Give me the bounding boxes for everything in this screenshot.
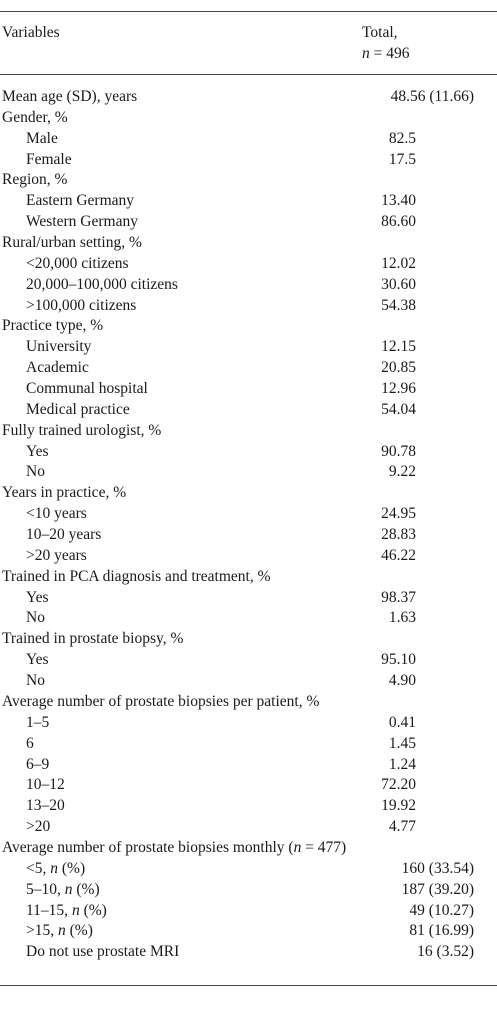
row-label (26, 462, 45, 483)
row-label (26, 921, 93, 942)
table-row (0, 838, 497, 859)
table-row (0, 316, 497, 337)
row-label-text: No (26, 672, 45, 690)
table-row (0, 379, 497, 400)
row-label-suffix: = 477) (301, 838, 347, 856)
row-label-text: >100,000 citizens (26, 296, 137, 314)
table-row (0, 129, 497, 150)
table-row (0, 233, 497, 254)
row-label (26, 254, 129, 275)
table-row (0, 170, 497, 191)
row-label (2, 108, 68, 129)
row-value: 48.56 (11.66) (390, 88, 474, 105)
table-row (0, 921, 497, 942)
table-row (0, 275, 497, 296)
row-value: 1.45 (388, 734, 416, 752)
row-label-text: No (26, 609, 45, 627)
row-label (2, 170, 67, 191)
row-label-text: Average number of prostate biopsies monthly ( (2, 838, 294, 856)
row-label (2, 421, 161, 442)
table-row (0, 525, 497, 546)
row-label (26, 504, 87, 525)
table-row (0, 942, 497, 963)
row-label-text: Medical practice (26, 400, 130, 418)
table-row (0, 212, 497, 233)
table-row (0, 734, 497, 755)
row-value: 49 (10.27) (409, 901, 474, 919)
row-label-text: >15, (26, 922, 58, 940)
row-label-text: Yes (26, 651, 49, 669)
row-label-italic: n (71, 901, 80, 919)
row-value: 187 (39.20) (401, 880, 474, 898)
row-label-text: 20,000–100,000 citizens (26, 275, 178, 293)
row-label (26, 901, 107, 922)
row-label-text: Communal hospital (26, 380, 148, 398)
row-label-suffix: (%) (72, 880, 100, 898)
row-value: 9.22 (388, 463, 416, 481)
row-label-text: No (26, 463, 45, 481)
table-row (0, 108, 497, 129)
row-value: 98.37 (381, 588, 416, 606)
row-value: 28.83 (381, 526, 416, 544)
row-label-text: Female (26, 150, 72, 168)
row-value: 86.60 (381, 213, 416, 231)
row-label-text: University (26, 338, 92, 356)
row-label (26, 775, 65, 796)
row-label-text: <5, (26, 859, 51, 877)
row-label-text: 6 (26, 734, 34, 752)
row-label-text: Male (26, 129, 58, 147)
row-label-text: >20 years (26, 546, 87, 564)
row-label-text: <20,000 citizens (26, 254, 129, 272)
row-label-text: Academic (26, 359, 89, 377)
row-label-text: Years in practice, % (2, 484, 127, 502)
row-label-text: Average number of prostate biopsies per patient, % (2, 692, 320, 710)
row-value: 54.04 (381, 400, 416, 418)
table-row (0, 87, 497, 108)
row-label (26, 546, 87, 567)
table-body (0, 87, 497, 963)
row-label-text: Yes (26, 442, 49, 460)
header-total-n (362, 43, 410, 64)
table-row (0, 692, 497, 713)
table-row (0, 755, 497, 776)
row-label (26, 212, 138, 233)
row-label-suffix: (%) (65, 922, 93, 940)
row-label-text: Gender, % (2, 108, 68, 126)
row-label (26, 650, 49, 671)
table-header-rule (0, 74, 497, 75)
table-row (0, 629, 497, 650)
row-label-text: Yes (26, 588, 49, 606)
header-total-label: Total, (362, 24, 398, 41)
table-row (0, 775, 497, 796)
row-label-suffix: (%) (79, 901, 107, 919)
row-label-text: 1–5 (26, 713, 50, 731)
row-label-italic: n (64, 880, 73, 898)
row-label (26, 525, 101, 546)
row-value: 1.24 (388, 755, 416, 773)
table-row (0, 296, 497, 317)
row-value: 12.02 (381, 254, 416, 272)
row-label (2, 567, 271, 588)
row-label-text: Trained in prostate biopsy, % (2, 630, 184, 648)
row-label-text: Fully trained urologist, % (2, 421, 162, 439)
row-label (26, 379, 148, 400)
table-top-rule (0, 11, 497, 12)
row-value: 12.15 (381, 338, 416, 356)
table-row (0, 650, 497, 671)
table-row (0, 796, 497, 817)
row-label-text: Mean age (SD), years (2, 88, 138, 105)
table-row (0, 567, 497, 588)
row-value: 54.38 (381, 296, 416, 314)
table-row (0, 504, 497, 525)
row-label (26, 880, 100, 901)
row-value: 19.92 (381, 797, 416, 815)
header-n-count: = 496 (369, 45, 410, 62)
row-label-text: Region, % (2, 171, 68, 189)
table-row (0, 880, 497, 901)
row-value: 20.85 (381, 359, 416, 377)
table-bottom-rule (0, 985, 497, 986)
row-label (26, 734, 34, 755)
table-row (0, 254, 497, 275)
row-label (26, 129, 58, 150)
row-label (26, 191, 134, 212)
table-row (0, 462, 497, 483)
row-label (26, 608, 45, 629)
row-label (26, 337, 91, 358)
table-row (0, 483, 497, 504)
row-label (26, 588, 49, 609)
table-row (0, 191, 497, 212)
row-label (2, 838, 346, 859)
row-label-suffix: (%) (58, 859, 86, 877)
row-value: 13.40 (381, 192, 416, 210)
header-variables: Variables (2, 24, 60, 41)
row-value: 90.78 (381, 442, 416, 460)
row-label-text: 10–20 years (26, 526, 102, 544)
row-label (2, 316, 103, 337)
row-value: 0.41 (388, 713, 416, 731)
row-label (26, 859, 85, 880)
table-row (0, 400, 497, 421)
table-row (0, 421, 497, 442)
row-label (26, 275, 178, 296)
row-label-text: 13–20 (26, 797, 65, 815)
row-value: 24.95 (381, 505, 416, 523)
row-value: 160 (33.54) (401, 859, 474, 877)
row-label (2, 483, 126, 504)
row-label-text: 6–9 (26, 755, 50, 773)
row-value: 4.90 (388, 672, 416, 690)
row-label (26, 358, 89, 379)
row-label (2, 629, 183, 650)
row-value: 72.20 (381, 776, 416, 794)
row-label-text: 5–10, (26, 880, 65, 898)
row-value: 4.77 (388, 818, 416, 836)
table-row (0, 859, 497, 880)
row-label (2, 692, 319, 713)
row-label (2, 87, 137, 108)
table-row (0, 337, 497, 358)
row-label-text: Trained in PCA diagnosis and treatment, % (2, 567, 271, 585)
row-label-text: Do not use prostate MRI (26, 943, 180, 961)
row-label (26, 817, 50, 838)
row-label-text: Rural/urban setting, % (2, 234, 142, 252)
row-label-text: Practice type, % (2, 317, 104, 335)
row-label-text: 11–15, (26, 901, 72, 919)
row-value: 82.5 (388, 129, 416, 147)
table-row (0, 358, 497, 379)
row-label (26, 796, 65, 817)
row-label (26, 442, 49, 463)
row-label-italic: n (58, 922, 66, 940)
table-row (0, 901, 497, 922)
row-value: 30.60 (381, 275, 416, 293)
row-label (26, 296, 136, 317)
row-value: 1.63 (388, 609, 416, 627)
row-value: 16 (3.52) (417, 943, 474, 961)
row-label-text: 10–12 (26, 776, 65, 794)
row-label-text: Eastern Germany (26, 192, 135, 210)
row-label-text: >20 (26, 818, 51, 836)
row-value: 17.5 (388, 150, 416, 168)
row-value: 81 (16.99) (409, 922, 474, 940)
table-row (0, 671, 497, 692)
row-label (26, 400, 130, 421)
row-label (26, 942, 179, 963)
row-value: 95.10 (381, 651, 416, 669)
table-row (0, 713, 497, 734)
table-row (0, 817, 497, 838)
row-label (26, 713, 49, 734)
table-row (0, 546, 497, 567)
row-value: 12.96 (381, 380, 416, 398)
table-row (0, 442, 497, 463)
table-row (0, 150, 497, 171)
row-label-text: <10 years (26, 505, 87, 523)
row-label (26, 755, 49, 776)
table-row (0, 608, 497, 629)
row-label (26, 671, 45, 692)
table-row (0, 588, 497, 609)
row-label-italic: n (50, 859, 58, 877)
row-label (26, 150, 72, 171)
row-label-italic: n (293, 838, 302, 856)
header-n-var: n (362, 45, 370, 62)
row-label (2, 233, 142, 254)
row-value: 46.22 (381, 546, 416, 564)
header-total (362, 22, 410, 64)
row-label-text: Western Germany (26, 213, 138, 231)
